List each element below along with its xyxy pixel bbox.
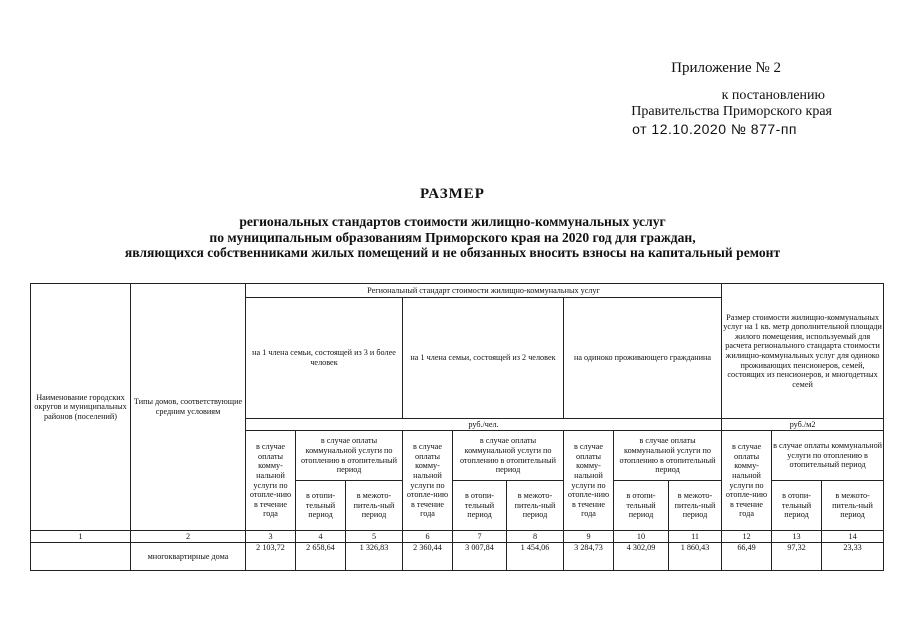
column-number: 12 bbox=[722, 531, 772, 543]
column-number: 7 bbox=[453, 531, 507, 543]
cell-municipality bbox=[31, 543, 131, 571]
cell-value: 1 860,43 bbox=[669, 543, 722, 571]
cell-house-type: многоквартирные дома bbox=[131, 543, 246, 571]
cell-value: 1 454,06 bbox=[507, 543, 564, 571]
document-title: РАЗМЕР bbox=[420, 186, 485, 202]
cell-value: 66,49 bbox=[722, 543, 772, 571]
cell-value: 3 007,84 bbox=[453, 543, 507, 571]
subtitle-line-3: являющихся собственниками жилых помещений и не обязанных вносить взносы на капитальный ремонт bbox=[124, 245, 781, 260]
header-municipality: Наименование городских округов и муниципальных районов (поселений) bbox=[31, 284, 131, 531]
column-number: 11 bbox=[669, 531, 722, 543]
header-during-year-m2: в случае оплаты комму-нальной услуги по отопле-нию в течение года bbox=[722, 431, 772, 531]
column-number: 6 bbox=[403, 531, 453, 543]
column-number: 8 bbox=[507, 531, 564, 543]
header-extra-area: Размер стоимости жилищно-коммунальных услуг на 1 кв. метр дополнительной площади жилого помещения, используемый для расчета регионального стандарта стоимости жилищно-коммунальных услуг для одиноко проживающих пенсионеров, семей, состоящих из пенсионеров, и многодетных семей bbox=[722, 284, 884, 419]
column-numbers-row bbox=[31, 531, 884, 543]
cell-value: 2 103,72 bbox=[246, 543, 296, 571]
header-inter-heating-sub-3: в межото-питель-ный период bbox=[346, 481, 403, 531]
header-heating-period-1: в случае оплаты коммунальной услуги по отоплению в отопительный период bbox=[614, 431, 722, 481]
column-number: 10 bbox=[614, 531, 669, 543]
cell-value: 23,33 bbox=[822, 543, 884, 571]
column-number: 3 bbox=[246, 531, 296, 543]
unit-per-m2: руб./м2 bbox=[722, 419, 884, 431]
column-number: 13 bbox=[772, 531, 822, 543]
header-heating-sub-m2: в отопи-тельный период bbox=[772, 481, 822, 531]
unit-per-person: руб./чел. bbox=[246, 419, 722, 431]
header-heating-period-3: в случае оплаты коммунальной услуги по отоплению в отопительный период bbox=[296, 431, 403, 481]
header-regional-standard: Региональный стандарт стоимости жилищно-коммунальных услуг bbox=[246, 284, 722, 298]
subtitle-line-1: региональных стандартов стоимости жилищно-коммунальных услуг bbox=[239, 214, 666, 229]
header-heating-sub-2: в отопи-тельный период bbox=[453, 481, 507, 531]
cell-value: 3 284,73 bbox=[564, 543, 614, 571]
cell-value: 2 360,44 bbox=[403, 543, 453, 571]
header-inter-heating-sub-m2: в межото-питель-ный период bbox=[822, 481, 884, 531]
table-row bbox=[31, 543, 884, 571]
header-single: на одиноко проживающего гражданина bbox=[564, 298, 722, 419]
cell-value: 1 326,83 bbox=[346, 543, 403, 571]
header-inter-heating-sub-2: в межото-питель-ный период bbox=[507, 481, 564, 531]
cell-value: 2 658,64 bbox=[296, 543, 346, 571]
subtitle-line-2: по муниципальным образованиям Приморского края на 2020 год для граждан, bbox=[209, 229, 696, 245]
column-number: 5 bbox=[346, 531, 403, 543]
appendix-date: от 12.10.2020 № 877-пп bbox=[632, 121, 797, 137]
column-number: 2 bbox=[131, 531, 246, 543]
header-heating-period-2: в случае оплаты коммунальной услуги по отоплению в отопительный период bbox=[453, 431, 564, 481]
appendix-to-resolution: к постановлению bbox=[721, 88, 825, 103]
column-number: 14 bbox=[822, 531, 884, 543]
column-number: 4 bbox=[296, 531, 346, 543]
header-during-year-3: в случае оплаты комму-нальной услуги по отопле-нию в течение года bbox=[246, 431, 296, 531]
header-during-year-2: в случае оплаты комму-нальной услуги по отопле-нию в течение года bbox=[403, 431, 453, 531]
appendix-government: Правительства Приморского края bbox=[631, 104, 832, 119]
header-house-types: Типы домов, соответствующие средним условиям bbox=[131, 284, 246, 531]
column-number: 1 bbox=[31, 531, 131, 543]
column-number: 9 bbox=[564, 531, 614, 543]
header-heating-period-m2: в случае оплаты коммунальной услуги по отоплению в отопительный период bbox=[772, 431, 884, 481]
header-heating-sub-3: в отопи-тельный период bbox=[296, 481, 346, 531]
document-subtitle bbox=[0, 214, 905, 261]
header-family-2: на 1 члена семьи, состоящей из 2 человек bbox=[403, 298, 564, 419]
header-inter-heating-sub-1: в межото-питель-ный период bbox=[669, 481, 722, 531]
header-during-year-1: в случае оплаты комму-нальной услуги по отопле-нию в течение года bbox=[564, 431, 614, 531]
appendix-number: Приложение № 2 bbox=[671, 60, 781, 76]
cell-value: 4 302,09 bbox=[614, 543, 669, 571]
standards-table bbox=[30, 283, 884, 571]
cell-value: 97,32 bbox=[772, 543, 822, 571]
header-family-3plus: на 1 члена семьи, состоящей из 3 и более человек bbox=[246, 298, 403, 419]
header-heating-sub-1: в отопи-тельный период bbox=[614, 481, 669, 531]
